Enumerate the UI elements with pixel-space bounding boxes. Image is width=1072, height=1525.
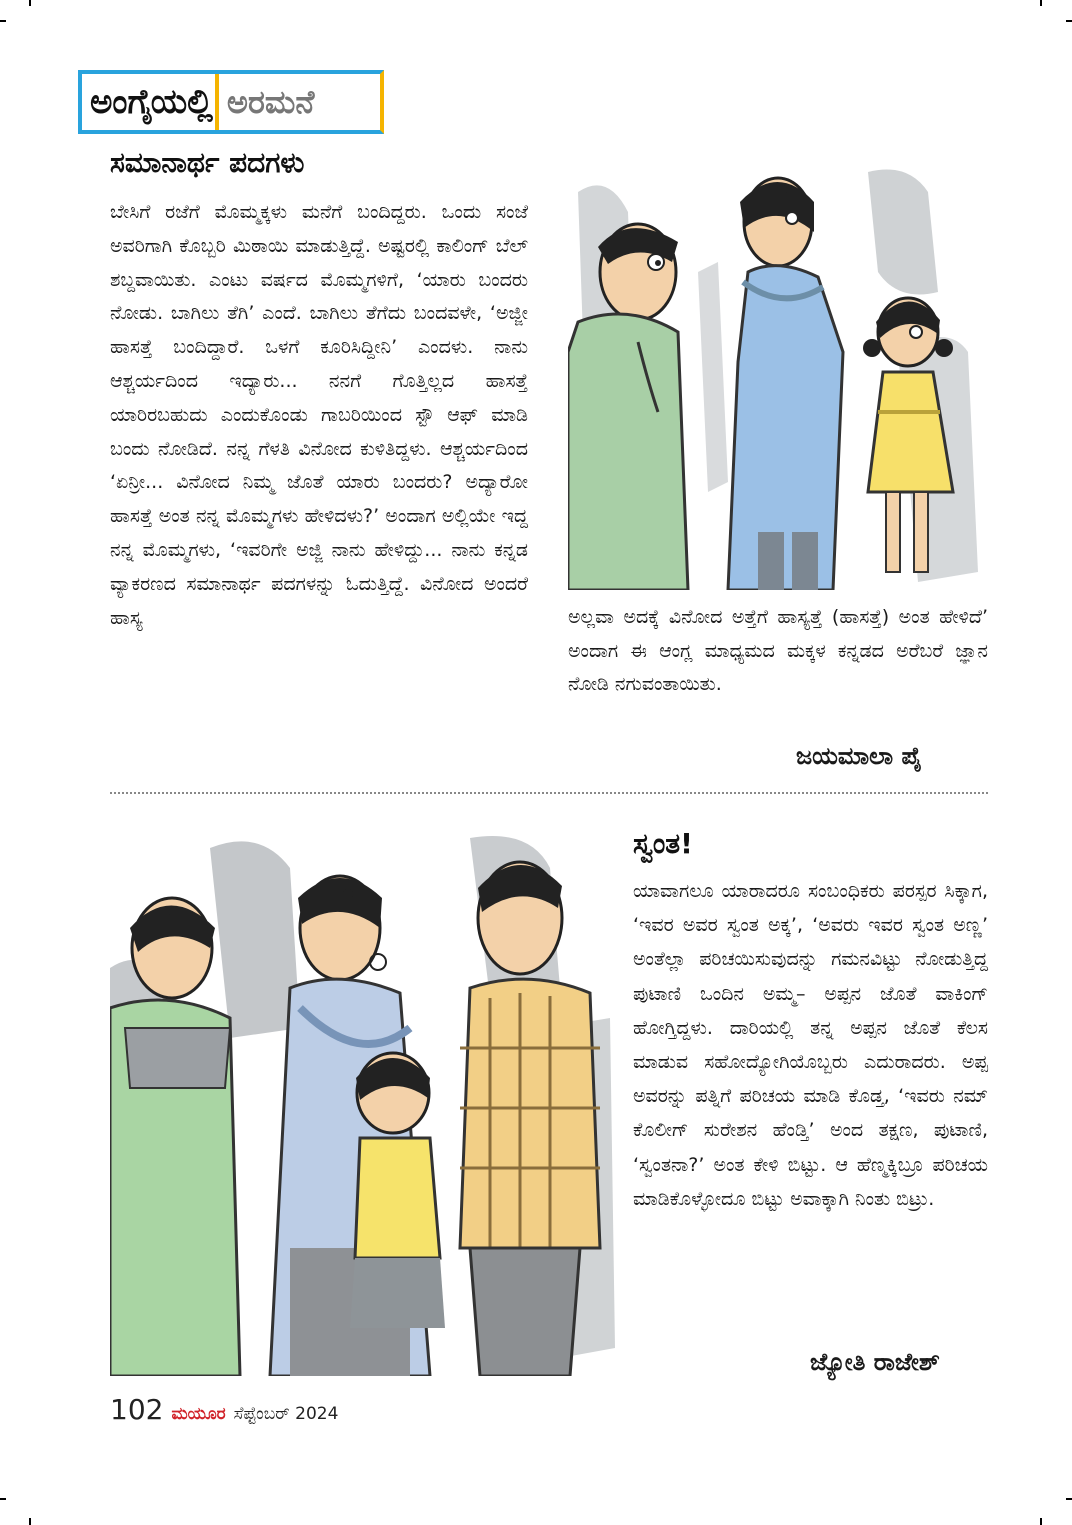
crop-mark bbox=[1066, 20, 1072, 22]
crop-mark bbox=[29, 0, 31, 6]
crop-mark bbox=[0, 1498, 6, 1500]
crop-mark bbox=[1040, 0, 1042, 6]
magazine-logo: ಮಯೂರ bbox=[171, 1404, 226, 1424]
section-divider bbox=[110, 792, 988, 794]
crop-mark bbox=[1066, 1498, 1072, 1500]
issue-date: ಸೆಪ್ಟೆಂಬರ್ 2024 bbox=[233, 1404, 339, 1424]
crop-mark bbox=[0, 20, 6, 22]
illustration-family-door bbox=[568, 152, 988, 590]
section-title-main: ಅಂಗೈಯಲ್ಲಿ bbox=[90, 82, 213, 122]
story1-author: ಜಯಮಾಲಾ ಪೈ bbox=[796, 742, 922, 770]
story1-body: ಬೇಸಿಗೆ ರಜೆಗೆ ಮೊಮ್ಮಕ್ಕಳು ಮನೆಗೆ ಬಂದಿದ್ದರು. ಒಂದು ಸಂಜೆ ಅವರಿಗಾಗಿ ಕೊಬ್ಬರಿ ಮಿಠಾಯಿ ಮಾಡುತ್ತಿದ್ದೆ. ಅಷ್ಟರಲ್ಲಿ ಕಾಲಿಂಗ್ ಬೆಲ್ ಶಬ್ದವಾಯಿತು. ಎಂಟು ವರ್ಷದ ಮೊಮ್ಮಗಳಿಗೆ, ‘ಯಾರು ಬಂದರು ನೋಡು. ಬಾಗಿಲು ತೆಗಿ’ ಎಂದೆ. ಬಾಗಿಲು ತೆಗೆದು ಬಂದವಳೇ, ‘ಅಜ್ಜೀ ಹಾಸತ್ತೆ ಬಂದಿದ್ದಾರೆ. ಒಳಗೆ ಕೂರಿಸಿದ್ದೀನಿ’ ಎಂದಳು. ನಾನು ಆಶ್ಚರ್ಯದಿಂದ ಇದ್ಯಾರು... ನನಗೆ ಗೊತ್ತಿಲ್ಲದ ಹಾಸತ್ತೆ ಯಾರಿರಬಹುದು ಎಂದುಕೊಂಡು ಗಾಬರಿಯಿಂದ ಸ್ಟೌ ಆಫ್ ಮಾಡಿ ಬಂದು ನೋಡಿದೆ. ನನ್ನ ಗೆಳತಿ ವಿನೋದ ಕುಳಿತಿದ್ದಳು. ಆಶ್ಚರ್ಯದಿಂದ ‘ಏನ್ರೀ... ವಿನೋದ ನಿಮ್ಮ ಜೊತೆ ಯಾರು ಬಂದರು? ಅದ್ಯಾರೋ ಹಾಸತ್ತೆ ಅಂತ ನನ್ನ ಮೊಮ್ಮಗಳು ಹೇಳಿದಳು?’ ಅಂದಾಗ ಅಲ್ಲಿಯೇ ಇದ್ದ ನನ್ನ ಮೊಮ್ಮಗಳು, ‘ಇವರಿಗೇ ಅಜ್ಜಿ ನಾನು ಹೇಳಿದ್ದು... ನಾನು ಕನ್ನಡ ವ್ಯಾಕರಣದ ಸಮಾನಾರ್ಥ ಪದಗಳನ್ನು ಓದುತ್ತಿದ್ದೆ. ವಿನೋದ ಅಂದರೆ ಹಾಸ್ಯ bbox=[110, 201, 528, 629]
story2-title: ಸ್ವಂತ! bbox=[633, 827, 693, 860]
story1-title: ಸಮಾನಾರ್ಥ ಪದಗಳು bbox=[110, 146, 305, 179]
page-number: 102 bbox=[110, 1393, 164, 1426]
story2-body: ಯಾವಾಗಲೂ ಯಾರಾದರೂ ಸಂಬಂಧಿಕರು ಪರಸ್ಪರ ಸಿಕ್ಕಾಗ, ‘ಇವರ ಅವರ ಸ್ವಂತ ಅಕ್ಕ’, ‘ಅವರು ಇವರ ಸ್ವಂತ ಅಣ್ಣ’ ಅಂತೆಲ್ಲಾ ಪರಿಚಯಿಸುವುದನ್ನು ಗಮನವಿಟ್ಟು ನೋಡುತ್ತಿದ್ದ ಪುಟಾಣಿ ಒಂದಿನ ಅಮ್ಮ– ಅಪ್ಪನ ಜೊತೆ ವಾಕಿಂಗ್ ಹೋಗ್ತಿದ್ದಳು. ದಾರಿಯಲ್ಲಿ ತನ್ನ ಅಪ್ಪನ ಜೊತೆ ಕೆಲಸ ಮಾಡುವ ಸಹೋದ್ಯೋಗಿಯೊಬ್ಬರು ಎದುರಾದರು. ಅಪ್ಪ ಅವರನ್ನು ಪತ್ನಿಗೆ ಪರಿಚಯ ಮಾಡಿ ಕೊಡ್ತ, ‘ಇವರು ನಮ್ ಕೊಲೀಗ್ ಸುರೇಶನ ಹೆಂಡ್ತಿ’ ಅಂದ ತಕ್ಷಣ, ಪುಟಾಣಿ, ‘ಸ್ವಂತನಾ?’ ಅಂತ ಕೇಳಿ ಬಿಟ್ಟು. ಆ ಹೆಣ್ಮಕ್ಕಿಬ್ರೂ ಪರಿಚಯ ಮಾಡಿಕೊಳ್ಳೋದೂ ಬಿಟ್ಟು ಅವಾಕ್ಕಾಗಿ ನಿಂತು ಬಿಟ್ರು. bbox=[633, 880, 988, 1210]
section-title-sub: ಅರಮನೆ bbox=[215, 74, 380, 130]
illustration-family-walk bbox=[110, 828, 620, 1376]
crop-mark bbox=[29, 1518, 31, 1525]
crop-mark bbox=[1040, 1518, 1042, 1525]
story1-caption: ಅಲ್ಲವಾ ಅದಕ್ಕೆ ವಿನೋದ ಅತ್ತೆಗೆ ಹಾಸ್ಯತ್ತೆ (ಹಾಸತ್ತೆ) ಅಂತ ಹೇಳಿದೆ’ ಅಂದಾಗ ಈ ಆಂಗ್ಲ ಮಾಧ್ಯಮದ ಮಕ್ಕಳ ಕನ್ನಡದ ಅರೆಬರೆ ಜ್ಞಾನ ನೋಡಿ ನಗುವಂತಾಯಿತು. bbox=[568, 606, 988, 696]
page-footer bbox=[110, 1393, 338, 1426]
section-header bbox=[78, 70, 384, 134]
story2-author: ಜ್ಯೋತಿ ರಾಜೇಶ್ bbox=[810, 1348, 940, 1376]
